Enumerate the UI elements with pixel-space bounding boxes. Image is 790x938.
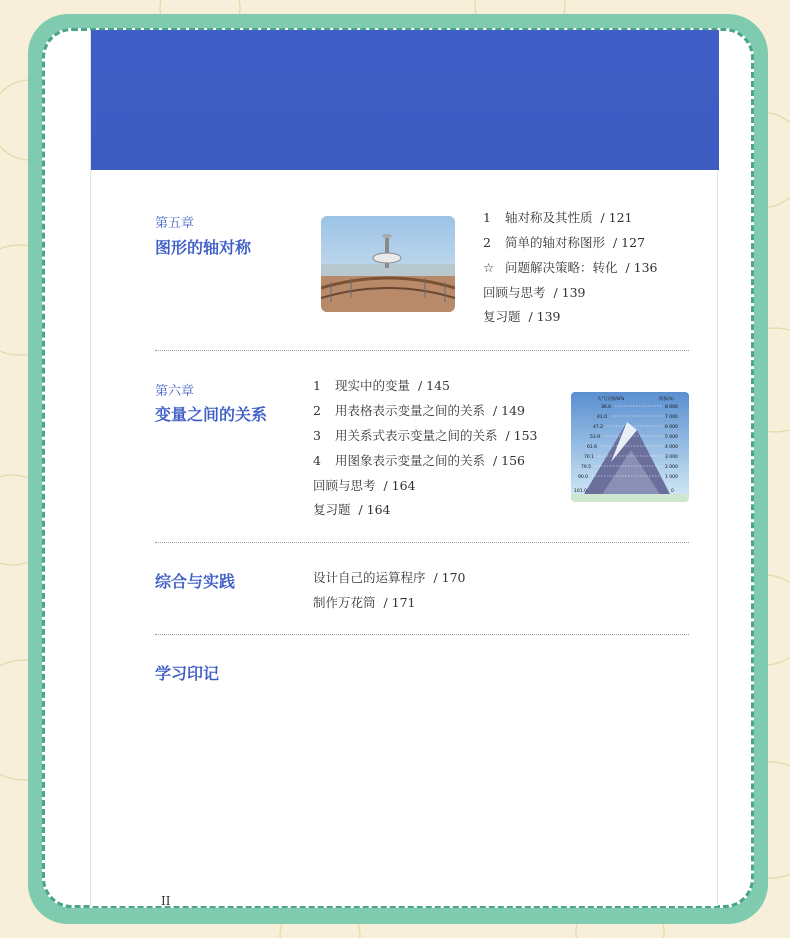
practice-title[interactable]: 综合与实践 (155, 572, 236, 591)
page-number: II (161, 894, 171, 908)
altitude-label: 6 000 (665, 425, 678, 430)
toc-entry[interactable]: 设计自己的运算程序 / 170 (313, 570, 466, 585)
divider (155, 542, 689, 543)
toc-entry[interactable]: 1 现实中的变量 / 145 (313, 378, 451, 393)
pressure-header: 大气压强/kPa (597, 397, 625, 402)
header-banner (91, 30, 719, 170)
pressure-label: 79.5 (581, 465, 592, 470)
altitude-label: 2 000 (665, 465, 678, 470)
toc-entry[interactable]: 1 轴对称及其性质 / 121 (483, 210, 633, 225)
toc-page (90, 30, 718, 906)
pressure-label: 101.0 (574, 489, 587, 494)
toc-entry[interactable]: 回顾与思考 / 164 (313, 478, 416, 493)
altitude-header: 海拔/m (659, 397, 674, 402)
bridge-photo (321, 216, 455, 312)
toc-entry[interactable]: 3 用关系式表示变量之间的关系 / 153 (313, 428, 538, 443)
toc-entry[interactable]: 2 简单的轴对称图形 / 127 (483, 235, 646, 250)
toc-entry[interactable]: 2 用表格表示变量之间的关系 / 149 (313, 403, 526, 418)
chapter6-number: 第六章 (155, 384, 195, 399)
altitude-label: 3 000 (665, 455, 678, 460)
pressure-label: 61.6 (587, 445, 598, 450)
altitude-label: 1 000 (665, 475, 678, 480)
toc-entry[interactable]: 复习题 / 139 (483, 309, 561, 324)
toc-entry[interactable]: 复习题 / 164 (313, 502, 391, 517)
toc-entry[interactable]: 回顾与思考 / 139 (483, 285, 586, 300)
pressure-label: 53.9 (590, 435, 601, 440)
chapter5-title[interactable]: 图形的轴对称 (155, 238, 252, 257)
chapter5-number: 第五章 (155, 216, 195, 231)
pressure-label: 41.0 (597, 415, 608, 420)
altitude-label: 0 (671, 489, 674, 494)
toc-entry[interactable]: 4 用图象表示变量之间的关系 / 156 (313, 453, 526, 468)
chapter6-title[interactable]: 变量之间的关系 (155, 405, 268, 424)
notes-title[interactable]: 学习印记 (155, 664, 220, 683)
altitude-label: 7 000 (665, 415, 678, 420)
pressure-label: 70.1 (584, 455, 595, 460)
altitude-label: 4 000 (665, 445, 678, 450)
altitude-label: 5 000 (665, 435, 678, 440)
toc-entry[interactable]: ☆ 问题解决策略：转化 / 136 (483, 260, 658, 275)
altitude-pressure-illustration (571, 392, 689, 502)
toc-entry[interactable]: 制作万花筒 / 171 (313, 595, 416, 610)
pressure-label: 36.0 (601, 405, 612, 410)
pressure-label: 47.2 (593, 425, 604, 430)
pressure-label: 90.0 (578, 475, 589, 480)
divider (155, 350, 689, 351)
altitude-label: 8 000 (665, 405, 678, 410)
divider (155, 634, 689, 635)
